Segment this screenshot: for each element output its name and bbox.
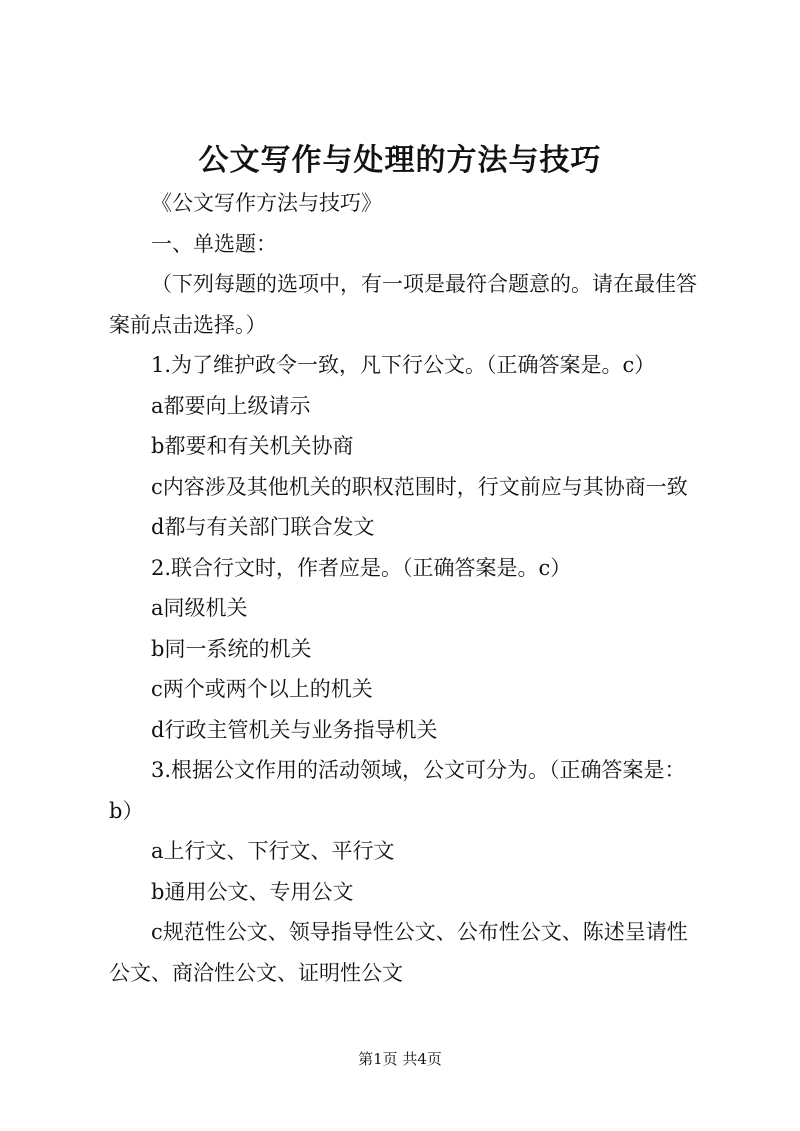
- question-1-option-b: b都要和有关机关协商: [151, 434, 354, 458]
- question-3-option-b: b通用公文、专用公文: [151, 879, 354, 904]
- question-2-option-d: d行政主管机关与业务指导机关: [151, 717, 438, 742]
- question-3-option-c: c规范性公文、领导指导性公文、公布性公文、陈述呈请性公文、商洽性公文、证明性公文: [109, 920, 688, 985]
- document-body: [109, 183, 703, 993]
- question-2-option-c: c两个或两个以上的机关: [151, 677, 373, 701]
- question-1: 1.为了维护政令一致，凡下行公文。（正确答案是。c）: [151, 353, 656, 377]
- question-2-option-b: b同一系统的机关: [151, 636, 312, 661]
- page-footer: 第1页 共4页: [358, 1050, 442, 1068]
- paragraph-instructions: （下列每题的选项中，有一项是最符合题意的。请在最佳答案前点击选择。）: [109, 272, 697, 337]
- question-1-option-d: d都与有关部门联合发文: [151, 515, 375, 539]
- question-1-option-c: c内容涉及其他机关的职权范围时，行文前应与其协商一致: [151, 474, 688, 499]
- paragraph-section-heading: 一、单选题：: [151, 231, 277, 256]
- question-1-option-a: a都要向上级请示: [151, 393, 311, 418]
- question-2: 2.联合行文时，作者应是。（正确答案是。c）: [151, 555, 572, 580]
- document-title: 公文写作与处理的方法与技巧: [198, 143, 602, 178]
- question-3-option-a: a上行文、下行文、平行文: [151, 839, 395, 863]
- question-3: 3.根据公文作用的活动领域，公文可分为。（正确答案是：b）: [109, 758, 686, 823]
- paragraph-subtitle: 《公文写作方法与技巧》: [151, 191, 382, 215]
- question-2-option-a: a同级机关: [151, 596, 248, 620]
